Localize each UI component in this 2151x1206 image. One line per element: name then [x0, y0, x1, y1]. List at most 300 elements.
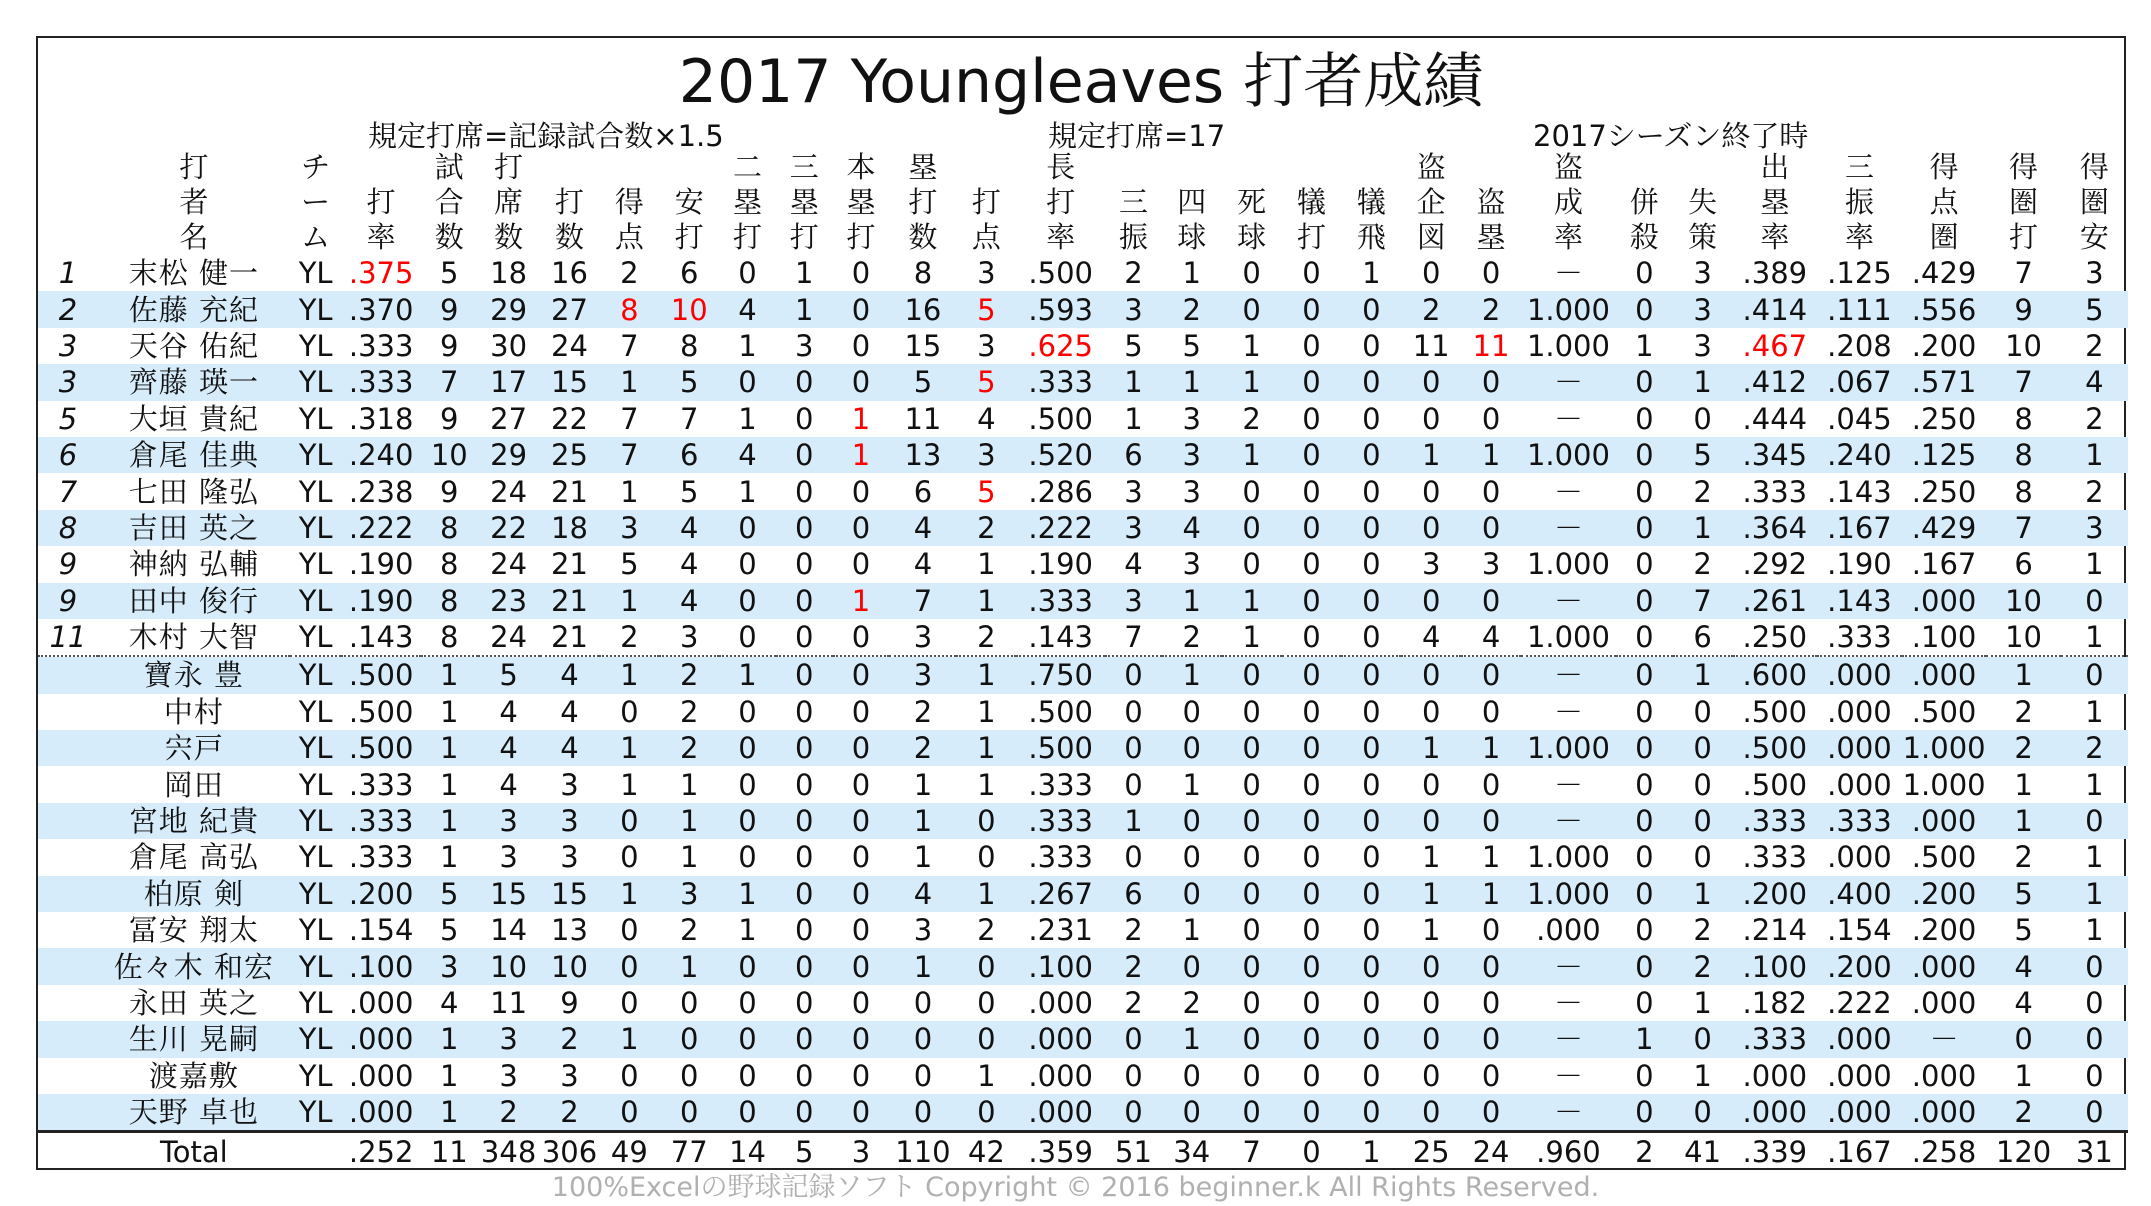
stat-cell: .231 [1028, 913, 1093, 948]
stat-cell: .045 [1827, 401, 1892, 436]
player-name-cell: 天野 卓也 [98, 1094, 290, 1132]
stat-cell: 1 [833, 583, 890, 619]
stat-cell: 0 [795, 401, 814, 436]
player-row [38, 912, 2128, 948]
stat-cell: 1 [889, 948, 956, 984]
stat-cell: 0 [1162, 1094, 1222, 1132]
stat-cell: 0 [1401, 803, 1461, 839]
stat-cell: 0 [977, 986, 996, 1020]
stat-cell: 0 [1242, 547, 1261, 582]
stat-cell: 0 [1341, 656, 1401, 693]
player-name-cell: 佐藤 充紀 [98, 291, 290, 327]
column-header: 盗 成 率 [1553, 150, 1583, 254]
stat-cell: 0 [776, 876, 833, 912]
player-name-cell: 中村 [163, 694, 224, 729]
stat-cell: 0 [1302, 1058, 1321, 1093]
stat-cell: 1 [1421, 840, 1441, 875]
stat-cell: 0 [833, 656, 890, 693]
column-header: 三 塁 打 [789, 150, 819, 254]
stat-cell: 0 [1616, 510, 1673, 546]
stat-cell: 4 [659, 583, 719, 619]
stat-cell: 21 [551, 474, 588, 509]
player-name-cell: 田中 俊行 [98, 583, 290, 619]
stat-cell: 0 [1105, 1094, 1162, 1132]
stat-cell: 1 [1401, 876, 1461, 912]
stat-cell: 0 [1282, 1094, 1342, 1132]
rank-cell [38, 1094, 98, 1132]
stat-cell: － [1521, 656, 1616, 693]
column-header: 併 殺 [1629, 185, 1659, 254]
stat-cell: 5 [659, 364, 719, 400]
stat-cell: 0 [833, 291, 890, 327]
stat-cell: 3 [1182, 401, 1201, 436]
stat-cell: .429 [1902, 510, 1987, 546]
column-header: 四 球 [1177, 185, 1207, 254]
column-header: 得 圏 安 [2079, 150, 2109, 254]
stat-cell: 1 [679, 840, 699, 875]
header-row [38, 148, 2128, 255]
stat-cell: 1.000 [1526, 328, 1610, 363]
stat-cell: 8 [599, 291, 659, 327]
player-name-cell: 岡田 [163, 767, 224, 802]
stat-cell: 0 [776, 1021, 833, 1057]
stat-cell: YL [290, 1094, 342, 1132]
player-row [38, 876, 2128, 912]
stat-cell: 0 [1362, 401, 1381, 436]
stat-cell: － [1553, 767, 1583, 802]
total-cell: 41 [1673, 1132, 1733, 1170]
stat-cell: 1 [659, 803, 719, 839]
stat-cell: 1 [620, 474, 639, 509]
stat-cell: 1 [599, 730, 659, 766]
stat-cell: 1 [1182, 256, 1201, 291]
rank-cell [38, 730, 98, 766]
stat-cell: 4 [1481, 620, 1501, 655]
stat-cell: .467 [1742, 328, 1808, 363]
stat-cell: 0 [1693, 401, 1712, 436]
stat-cell: 0 [776, 510, 833, 546]
stat-cell: 3 [499, 1058, 518, 1093]
stat-cell: .100 [1911, 620, 1977, 655]
stat-cell: .333 [1028, 767, 1093, 802]
stat-cell: 0 [1421, 401, 1441, 436]
stat-cell: 1 [1124, 401, 1143, 436]
stat-cell: 2 [1242, 401, 1261, 436]
stat-cell: YL [298, 328, 333, 363]
stat-cell: 0 [719, 583, 776, 619]
stat-cell: 4 [889, 876, 956, 912]
stat-cell: 3 [1673, 291, 1733, 327]
stat-cell: 5 [478, 656, 540, 693]
player-name-cell: 齊藤 瑛一 [98, 364, 290, 400]
rank-cell: 1 [58, 256, 78, 291]
stat-cell: 0 [1693, 767, 1712, 802]
stat-cell: .143 [1028, 620, 1093, 655]
stat-cell: 0 [1222, 291, 1282, 327]
stat-cell: 2 [1124, 256, 1143, 291]
stat-cell: 7 [1673, 583, 1733, 619]
stat-cell: 1 [977, 694, 996, 729]
stat-cell: 2 [1162, 291, 1222, 327]
stat-cell: 11 [490, 986, 528, 1020]
stat-cell: 0 [1693, 694, 1712, 729]
stat-cell: 1 [1986, 656, 2060, 693]
stat-cell: 16 [889, 291, 956, 327]
stat-cell: 0 [620, 840, 639, 875]
stat-cell: 1 [2085, 840, 2104, 875]
stat-cell: 5 [956, 364, 1016, 400]
qualification-rule-note: 規定打席=記録試合数×1.5 [368, 119, 724, 153]
stat-cell: 0 [956, 1094, 1016, 1132]
stat-cell: .222 [341, 510, 420, 546]
player-row [38, 766, 2128, 802]
stat-cell: .000 [1817, 730, 1902, 766]
stat-cell: YL [290, 510, 342, 546]
stat-cell: 2 [679, 694, 699, 729]
column-header: 二 塁 打 [733, 150, 763, 254]
stat-cell: 1 [440, 767, 459, 802]
stat-cell: 2 [1182, 986, 1201, 1020]
stat-cell: 0 [1362, 547, 1381, 582]
stat-cell: .414 [1733, 291, 1818, 327]
stat-cell: － [1521, 948, 1616, 984]
stat-cell: 0 [1282, 1021, 1342, 1057]
stat-cell: 0 [833, 364, 890, 400]
stat-cell: .400 [1817, 876, 1902, 912]
stat-cell: 0 [1302, 620, 1321, 655]
total-cell: .258 [1902, 1132, 1987, 1170]
stat-cell: 1 [738, 913, 757, 948]
stat-cell: .250 [1742, 620, 1808, 655]
stat-cell: .222 [1827, 986, 1892, 1020]
stat-cell: 0 [620, 913, 639, 948]
total-cell: 2 [1616, 1132, 1673, 1170]
stat-cell: 2 [977, 913, 996, 948]
stat-cell: 0 [1421, 474, 1441, 509]
stat-cell: 0 [1401, 656, 1461, 693]
stat-cell: 0 [1362, 1058, 1381, 1093]
stat-cell: 5 [1182, 328, 1201, 363]
stat-cell: 13 [889, 437, 956, 473]
stat-cell: 4 [540, 730, 600, 766]
stat-cell: － [1553, 401, 1583, 436]
stat-cell: 0 [1282, 876, 1342, 912]
stat-cell: 0 [1341, 1021, 1401, 1057]
rank-cell [38, 912, 98, 948]
stat-cell: 0 [1302, 694, 1321, 729]
player-row [38, 510, 2128, 546]
stat-cell: .200 [1902, 876, 1987, 912]
stat-cell: .429 [1911, 256, 1977, 291]
stat-cell: 1 [599, 364, 659, 400]
stat-cell: .250 [1911, 474, 1977, 509]
stat-cell: 0 [2085, 1058, 2104, 1093]
stat-cell: .143 [1817, 583, 1902, 619]
stat-cell: 2 [2085, 474, 2104, 509]
stat-cell: 8 [421, 583, 478, 619]
stat-cell: 1 [2085, 694, 2104, 729]
player-name-cell: 木村 大智 [128, 620, 259, 655]
stat-cell: 2 [889, 730, 956, 766]
stat-cell: 0 [719, 510, 776, 546]
stat-cell: 23 [478, 583, 540, 619]
stat-cell: 1.000 [1521, 291, 1616, 327]
total-cell: 42 [956, 1132, 1016, 1170]
stat-cell: .500 [1911, 694, 1977, 729]
stat-cell: 0 [1461, 1094, 1521, 1132]
stat-cell: 0 [1341, 803, 1401, 839]
player-name-cell: 倉尾 佳典 [98, 437, 290, 473]
stat-cell: 0 [1302, 986, 1321, 1020]
stat-cell: 0 [833, 948, 890, 984]
stat-cell: 0 [851, 767, 871, 802]
stat-cell: .333 [1742, 840, 1808, 875]
stat-cell: 1 [440, 1058, 459, 1093]
stat-cell: 1 [599, 876, 659, 912]
stat-cell: 4 [1124, 547, 1143, 582]
stat-cell: 4 [719, 291, 776, 327]
stat-cell: 1 [421, 1021, 478, 1057]
stat-cell: 2 [1986, 1094, 2060, 1132]
player-name-cell: 倉尾 高弘 [128, 840, 259, 875]
stat-cell: 3 [1693, 256, 1712, 291]
stat-cell: 1 [1401, 730, 1461, 766]
stat-cell: 3 [1182, 547, 1201, 582]
stat-cell: 1 [421, 656, 478, 693]
rank-cell: 3 [38, 364, 98, 400]
stat-cell: 7 [2014, 256, 2033, 291]
stat-cell: 3 [679, 620, 699, 655]
stat-cell: 1 [913, 767, 933, 802]
stat-cell: YL [290, 1021, 342, 1057]
stat-cell: .625 [1028, 328, 1093, 363]
stat-cell: 3 [1162, 437, 1222, 473]
stat-cell: 0 [1635, 694, 1654, 729]
stat-cell: 1 [620, 767, 639, 802]
stat-cell: 0 [889, 1094, 956, 1132]
stat-cell: .000 [1536, 913, 1601, 948]
column-header: 本 塁 打 [846, 150, 876, 254]
rank-cell [38, 656, 98, 693]
stat-cell: 0 [1635, 767, 1654, 802]
stat-cell: 2 [1124, 913, 1143, 948]
stat-cell: 0 [1242, 840, 1261, 875]
stat-cell: .125 [1902, 437, 1987, 473]
player-row [38, 437, 2128, 473]
stat-cell: 0 [1341, 876, 1401, 912]
player-name-cell: 末松 健一 [128, 256, 259, 291]
player-name-cell: 柏原 剣 [98, 876, 290, 912]
stat-cell: 0 [1341, 730, 1401, 766]
stat-cell: 0 [1242, 1058, 1261, 1093]
stat-cell: 0 [1481, 767, 1501, 802]
stat-cell: 21 [551, 547, 588, 582]
stat-cell: － [1553, 694, 1583, 729]
stat-cell: 0 [1302, 474, 1321, 509]
stat-cell: 21 [540, 583, 600, 619]
stat-cell: 3 [956, 437, 1016, 473]
stat-cell: 0 [1401, 510, 1461, 546]
total-cell [290, 1132, 342, 1170]
stat-cell: 0 [2061, 583, 2128, 619]
stat-cell: 1 [421, 803, 478, 839]
stat-cell: 0 [1182, 840, 1201, 875]
column-header: 打 者 名 [179, 150, 209, 254]
stat-cell: 0 [1302, 840, 1321, 875]
stat-cell: 0 [1282, 364, 1342, 400]
stat-cell: 1 [1162, 583, 1222, 619]
stat-cell: .111 [1817, 291, 1902, 327]
stat-cell: 10 [2005, 328, 2042, 363]
stat-cell: 15 [540, 876, 600, 912]
stat-cell: .333 [1016, 583, 1105, 619]
column-header: 盗 塁 [1476, 185, 1506, 254]
stat-cell: 3 [659, 876, 719, 912]
stat-cell: 1 [795, 256, 814, 291]
stat-cell: 0 [2061, 1094, 2128, 1132]
stat-cell: .240 [1817, 437, 1902, 473]
stat-cell: 1 [599, 1021, 659, 1057]
total-row [38, 1132, 2128, 1170]
stat-cell: 1 [2085, 547, 2104, 582]
stat-cell: 2 [2014, 840, 2033, 875]
stat-cell: 18 [490, 256, 528, 291]
stat-cell: 1 [599, 656, 659, 693]
stat-cell: 1 [440, 694, 459, 729]
player-row [38, 255, 2128, 291]
stat-cell: － [1521, 510, 1616, 546]
stat-cell: 3 [1105, 291, 1162, 327]
stat-cell: YL [290, 730, 342, 766]
column-header: 出 塁 率 [1760, 150, 1790, 254]
stat-cell: 5 [440, 913, 459, 948]
stat-cell: 0 [2061, 1021, 2128, 1057]
stat-cell: 0 [1302, 547, 1321, 582]
player-name-cell: 永田 英之 [128, 986, 259, 1020]
stat-cell: .125 [1827, 256, 1892, 291]
stat-cell: .000 [1817, 1094, 1902, 1132]
stat-cell: 1 [977, 547, 996, 582]
stat-cell: 1 [2014, 1058, 2033, 1093]
stat-cell: 0 [1673, 730, 1733, 766]
stat-cell: 10 [478, 948, 540, 984]
stat-cell: .333 [341, 803, 420, 839]
stat-cell: 5 [889, 364, 956, 400]
stat-cell: 0 [776, 583, 833, 619]
stat-cell: .143 [348, 620, 414, 655]
stat-cell: .167 [1817, 510, 1902, 546]
stat-cell: 3 [2085, 256, 2104, 291]
stats-sheet [36, 36, 2126, 1170]
stat-cell: 0 [1362, 620, 1381, 655]
stat-cell: .261 [1733, 583, 1818, 619]
stat-cell: .333 [1016, 364, 1105, 400]
stat-cell: .333 [1028, 840, 1093, 875]
stat-cell: 0 [776, 656, 833, 693]
stat-cell: .318 [348, 401, 414, 436]
stat-cell: 0 [1282, 803, 1342, 839]
stat-cell: 0 [659, 1021, 719, 1057]
batting-stats-table [38, 148, 2128, 1170]
stat-cell: 13 [551, 913, 588, 948]
player-name-cell: 天谷 佑紀 [128, 328, 259, 363]
stat-cell: 0 [795, 620, 814, 655]
stat-cell: .333 [1016, 803, 1105, 839]
stat-cell: .571 [1902, 364, 1987, 400]
stat-cell: 1.000 [1902, 767, 1986, 802]
stat-cell: 7 [889, 583, 956, 619]
stat-cell: 0 [738, 840, 757, 875]
stat-cell: 1 [1693, 1058, 1712, 1093]
stat-cell: .500 [341, 656, 420, 693]
stat-cell: 0 [1341, 510, 1401, 546]
stat-cell: 15 [904, 328, 942, 363]
stat-cell: .190 [1827, 547, 1892, 582]
stat-cell: .000 [348, 1058, 414, 1093]
stat-cell: 1 [738, 328, 757, 363]
column-header: チ ー ム [301, 150, 331, 254]
stat-cell: － [1553, 1058, 1583, 1093]
column-header: 長 打 率 [1046, 150, 1076, 254]
stat-cell: 3 [1105, 510, 1162, 546]
stat-cell: 0 [1362, 913, 1381, 948]
stat-cell: 24 [490, 547, 528, 582]
stat-cell: 3 [977, 256, 996, 291]
stat-cell: 0 [719, 1021, 776, 1057]
stat-cell: 0 [1616, 437, 1673, 473]
stat-cell: 8 [2014, 401, 2033, 436]
stat-cell: 0 [851, 620, 871, 655]
stat-cell: 2 [1693, 913, 1712, 948]
stat-cell: 2 [1401, 291, 1461, 327]
stat-cell: .190 [348, 547, 414, 582]
stat-cell: 2 [956, 510, 1016, 546]
stat-cell: － [1521, 1021, 1616, 1057]
stat-cell: .200 [1911, 913, 1977, 948]
stat-cell: 6 [659, 437, 719, 473]
stat-cell: 2 [1182, 620, 1201, 655]
stat-cell: YL [290, 876, 342, 912]
stat-cell: .208 [1827, 328, 1892, 363]
rank-cell: 7 [58, 474, 78, 509]
stat-cell: 18 [540, 510, 600, 546]
column-header: 打 点 [971, 185, 1001, 254]
player-row [38, 1094, 2128, 1132]
total-cell [38, 1132, 98, 1170]
stat-cell: .593 [1016, 291, 1105, 327]
stat-cell: 8 [421, 510, 478, 546]
stat-cell: 1 [2085, 913, 2104, 948]
stat-cell: 7 [599, 437, 659, 473]
stat-cell: 0 [1635, 620, 1654, 655]
stat-cell: YL [290, 437, 342, 473]
stat-cell: 0 [659, 1094, 719, 1132]
stat-cell: 0 [1635, 986, 1654, 1020]
stat-cell: .364 [1733, 510, 1818, 546]
stat-cell: 1 [1242, 620, 1261, 655]
stat-cell: 0 [795, 547, 814, 582]
player-name-cell: 寶永 豊 [98, 656, 290, 693]
stat-cell: 0 [1401, 948, 1461, 984]
stat-cell: .240 [341, 437, 420, 473]
stat-cell: 0 [1302, 328, 1321, 363]
rank-cell [38, 948, 98, 984]
stat-cell: 0 [1242, 256, 1261, 291]
stat-cell: YL [298, 694, 333, 729]
stat-cell: .167 [1911, 547, 1977, 582]
total-cell: .339 [1733, 1132, 1818, 1170]
stat-cell: 0 [1341, 364, 1401, 400]
